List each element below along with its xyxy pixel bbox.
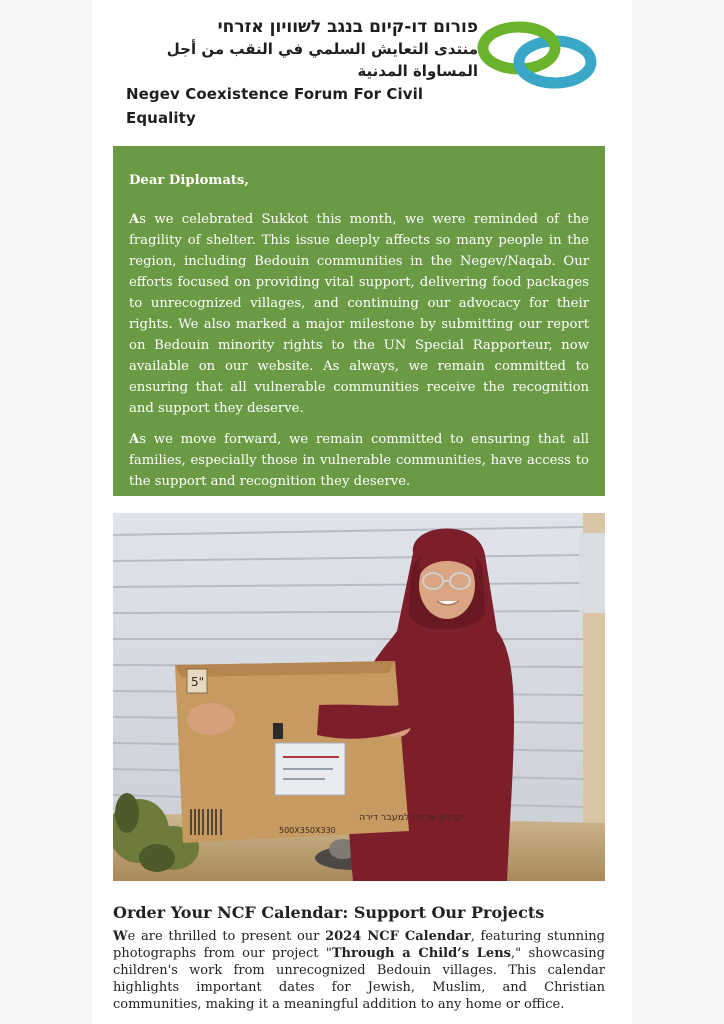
food-package-photo <box>113 513 605 881</box>
calendar-section-title: Order Your NCF Calendar: Support Our Projects <box>113 903 545 922</box>
box-label-hebrew: קרטון אריזה למעבר דירה <box>359 812 463 823</box>
newsletter-header <box>112 10 607 127</box>
organization-names <box>126 16 478 130</box>
letter-greeting: Dear Diplomats, <box>129 173 249 188</box>
page-margin-left <box>0 0 92 1024</box>
director-letter <box>113 146 605 496</box>
page-margin-right <box>632 0 724 1024</box>
english-org-name: Negev Coexistence Forum For Civil Equality <box>126 85 424 127</box>
arabic-org-name: منتدى التعايش السلمي في النقب من أجل المساواة المدنية <box>166 40 478 80</box>
box-label-code: 500X350X330 <box>279 826 336 835</box>
box-label-top: 5" <box>191 675 205 689</box>
letter-paragraph-1: As we celebrated Sukkot this month, we were reminded of the fragility of shelter. This issue deeply affects so many people in the region, including Bedouin communities in the Negev/Naqab. Our efforts focused on providing vital support, delivering food packages to unrecognized villages, and continuing our advocacy for their rights. We also marked a major milestone by submitting our report on Bedouin minority rights to the UN Special Rapporteur, now available on our website. As always, we remain committed to ensuring that all vulnerable communities receive the recognition and support they deserve. <box>129 212 589 416</box>
ncf-logo-icon <box>475 18 599 92</box>
project-name: Through a Child’s Lens <box>331 946 511 961</box>
calendar-section-text: We are thrilled to present our 2024 NCF Calendar, featuring stunning photographs from our project "Through a Child’s Lens," showcasing children's work from unrecognized Bedouin villages. This calendar highlights important dates for Jewish, Muslim, and Christian communities, making it a meaningful addition to any home or office. <box>113 929 605 1012</box>
calendar-name: 2024 NCF Calendar <box>325 929 471 944</box>
hebrew-org-name: פורום דו-קיום בנגב לשוויון אזרחי <box>217 17 478 37</box>
letter-paragraph-2: As we move forward, we remain committed to ensuring that all families, especially those in vulnerable communities, have access to the support and recognition they deserve. <box>129 432 589 489</box>
woman-holding-box-image <box>113 513 605 881</box>
